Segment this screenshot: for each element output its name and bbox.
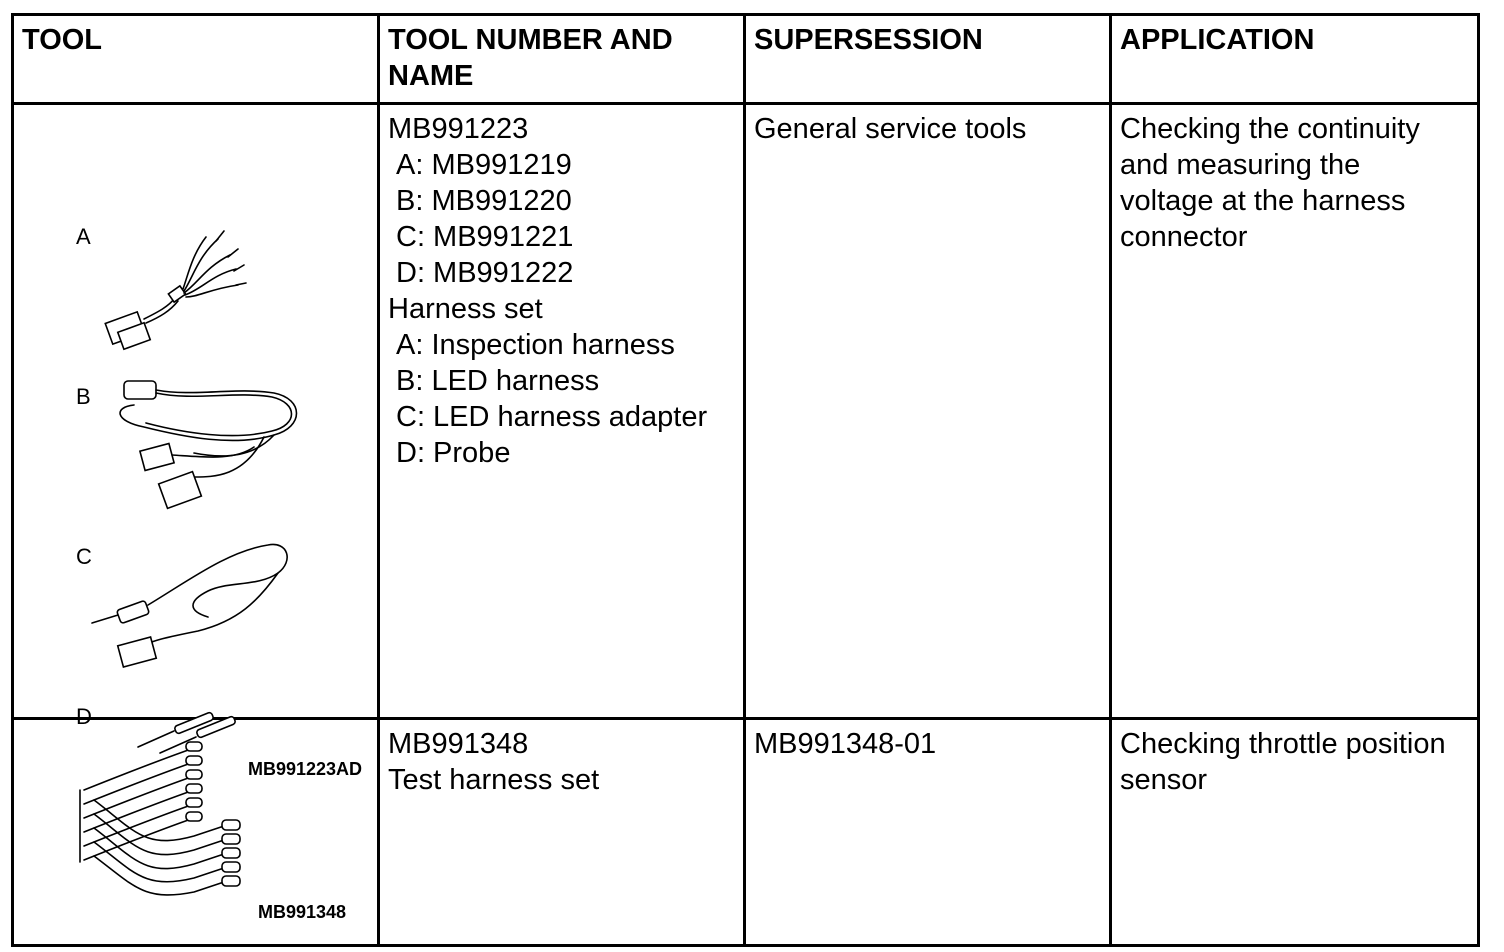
supersession-text: General service tools: [754, 113, 1027, 145]
tool-line: D: Probe: [396, 437, 511, 469]
application-line: and measuring the: [1120, 149, 1361, 181]
supersession-text: MB991348-01: [754, 728, 937, 760]
test-harness-set-drawing: [74, 740, 254, 910]
figure-label-d: D: [76, 704, 92, 729]
application-line: Checking throttle position: [1120, 728, 1446, 760]
application-cell: [1111, 719, 1479, 946]
led-harness-adapter-drawing: [88, 531, 308, 671]
figure-code: MB991223AD: [248, 759, 363, 779]
tool-line: B: MB991220: [396, 185, 572, 217]
tool-line: A: MB991219: [396, 149, 572, 181]
figure-label-c: C: [76, 544, 92, 569]
application-line: voltage at the harness: [1120, 185, 1406, 217]
tool-line: D: MB991222: [396, 257, 574, 289]
tool-illustration-cell: [13, 719, 379, 946]
supersession-cell: [745, 719, 1111, 946]
tool-number-and-name-cell: [379, 104, 745, 719]
tool-illustration-cell: [13, 104, 379, 779]
application-line: Checking the continuity: [1120, 113, 1420, 145]
application-cell: [1111, 104, 1479, 719]
tool-line: Harness set: [388, 293, 543, 325]
header-row: [13, 15, 1479, 104]
tool-line: Test harness set: [388, 764, 600, 796]
tool-line: C: LED harness adapter: [396, 401, 708, 433]
header-tool: TOOL: [13, 15, 379, 104]
application-line: sensor: [1120, 764, 1208, 796]
led-harness-drawing: [104, 377, 314, 517]
tool-line: C: MB991221: [396, 221, 574, 253]
tool-line: B: LED harness: [396, 365, 600, 397]
tool-line: MB991223: [388, 113, 529, 145]
figure-label-b: B: [76, 384, 91, 409]
figure-code: MB991348: [258, 902, 347, 922]
tool-number-and-name-cell: [379, 719, 745, 946]
table-row: [13, 104, 1479, 719]
table-row: [13, 719, 1479, 946]
supersession-cell: [745, 104, 1111, 719]
application-line: connector: [1120, 221, 1248, 253]
figure-label-a: A: [76, 224, 91, 249]
tool-line: A: Inspection harness: [396, 329, 675, 361]
inspection-harness-drawing: [98, 217, 248, 357]
header-application: APPLICATION: [1111, 15, 1479, 104]
header-supersession: SUPERSESSION: [745, 15, 1111, 104]
special-tools-table: [11, 13, 1480, 947]
header-tool-number-and-name: TOOL NUMBER AND NAME: [379, 15, 745, 104]
tool-line: MB991348: [388, 728, 529, 760]
